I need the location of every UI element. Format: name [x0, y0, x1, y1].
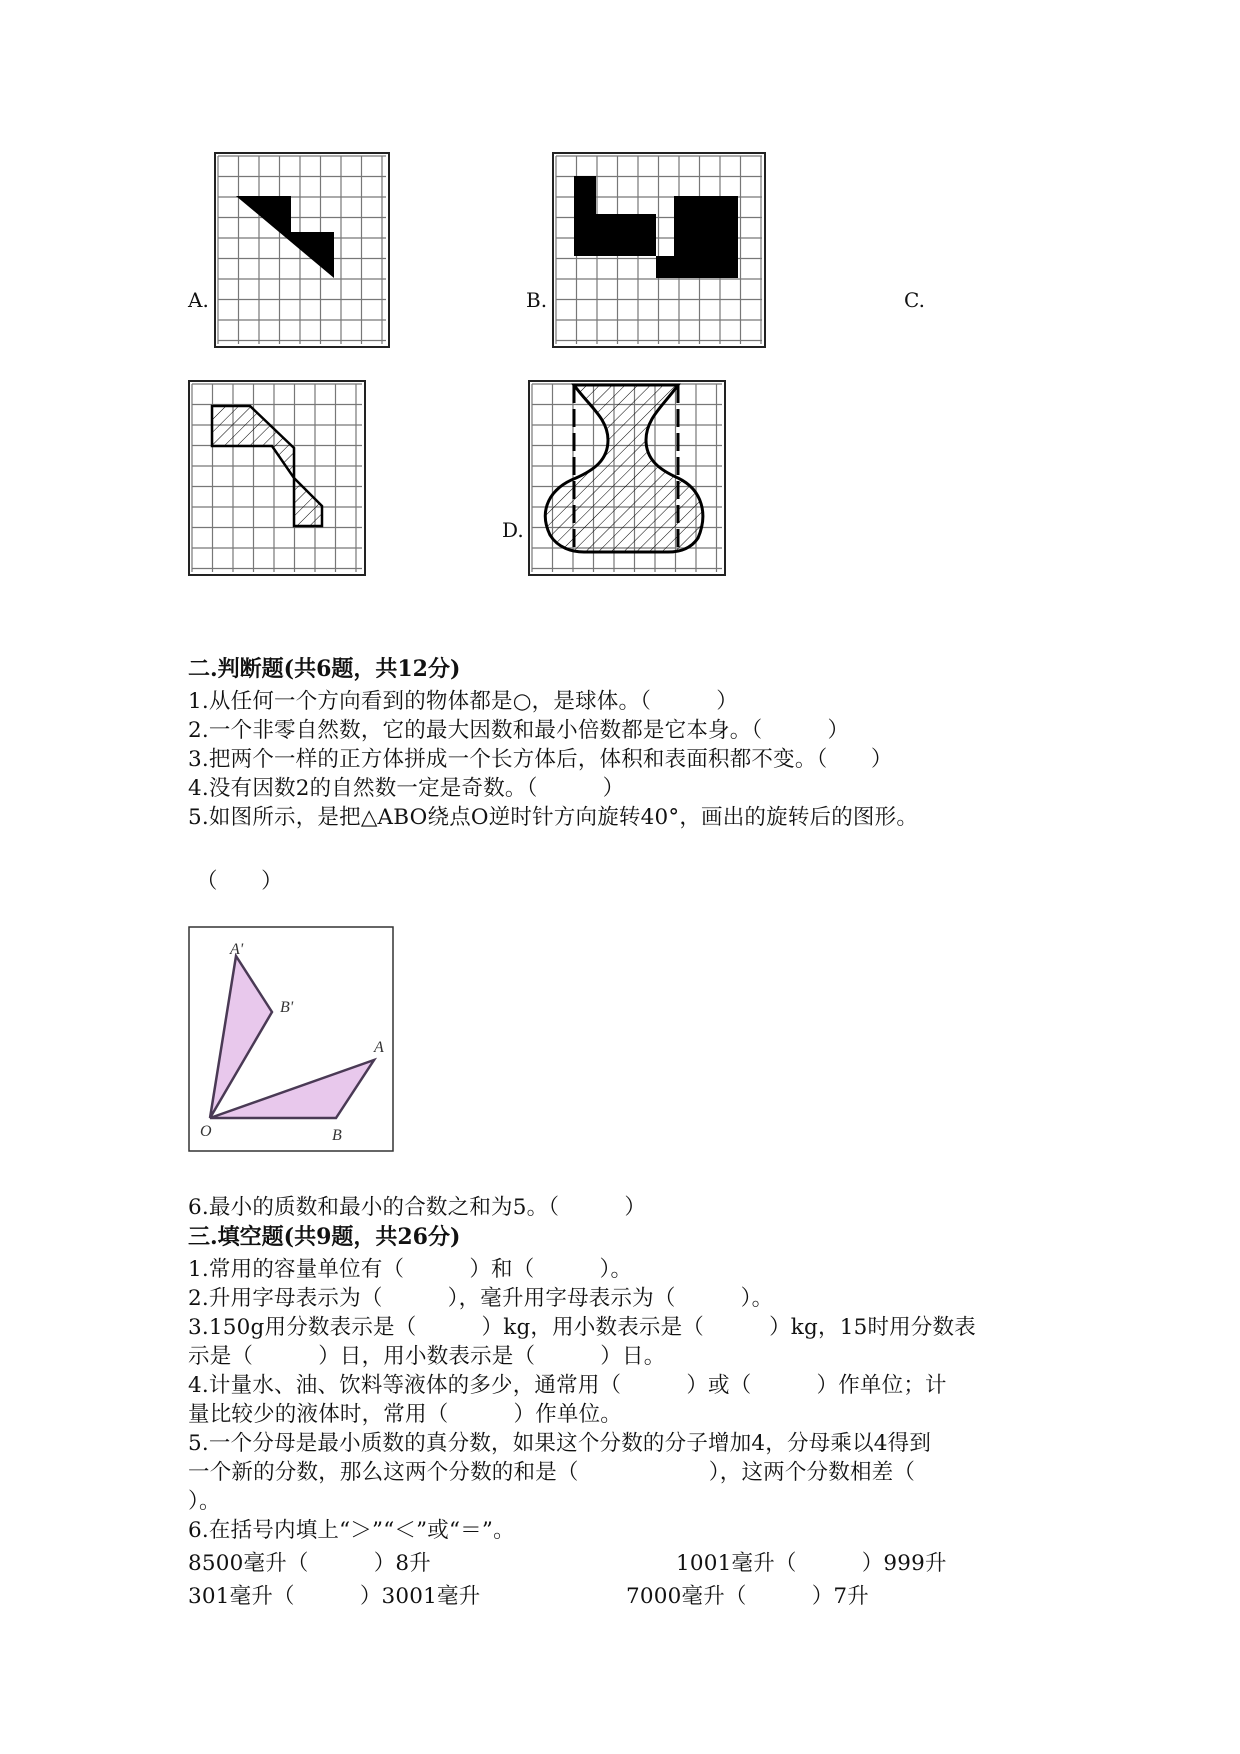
- fill-question-4-line-1: 4.计量水、油、饮料等液体的多少，通常用（ ）或（ ）作单位；计: [188, 1373, 947, 1398]
- fill-question-3-line-2: 示是（ ）日，用小数表示是（ ）日。: [188, 1344, 666, 1369]
- label-b: B: [332, 1127, 342, 1144]
- option-b-label: B.: [526, 288, 548, 312]
- label-o: O: [200, 1123, 212, 1140]
- option-c-grid-figure: [188, 380, 366, 576]
- section-2-heading: 二.判断题(共6题，共12分): [188, 656, 461, 682]
- shape-a: [236, 196, 334, 278]
- compare-item-4: 7000毫升（ ）7升: [626, 1584, 869, 1609]
- fill-question-5-line-3: ）。: [188, 1489, 221, 1514]
- judge-question-5-blank: （ ）: [196, 869, 283, 894]
- fill-question-1: 1.常用的容量单位有（ ）和（ ）。: [188, 1257, 633, 1282]
- option-c-label: C.: [904, 288, 925, 312]
- judge-question-4: 4.没有因数2的自然数一定是奇数。（ ）: [188, 776, 625, 801]
- fill-question-5-line-2: 一个新的分数，那么这两个分数的和是（ ），这两个分数相差（: [188, 1460, 916, 1485]
- label-a: A: [374, 1039, 384, 1056]
- compare-item-3: 301毫升（ ）3001毫升: [188, 1584, 481, 1609]
- judge-question-5: 5.如图所示，是把△ABO绕点O逆时针方向旋转40°，画出的旋转后的图形。: [188, 805, 919, 830]
- fill-question-2: 2.升用字母表示为（ ），毫升用字母表示为（ ）。: [188, 1286, 774, 1311]
- fill-question-4-line-2: 量比较少的液体时，常用（ ）作单位。: [188, 1402, 623, 1427]
- judge-question-2: 2.一个非零自然数，它的最大因数和最小倍数都是它本身。（ ）: [188, 718, 850, 743]
- judge-question-3: 3.把两个一样的正方体拼成一个长方体后，体积和表面积都不变。（ ）: [188, 747, 893, 772]
- option-d-label: D.: [502, 518, 524, 542]
- judge-question-1: 1.从任何一个方向看到的物体都是○，是球体。（ ）: [188, 689, 738, 714]
- label-a-prime: A': [230, 941, 244, 958]
- judge-question-6: 6.最小的质数和最小的合数之和为5。（ ）: [188, 1195, 647, 1220]
- shape-b: [574, 176, 738, 278]
- fill-question-5-line-1: 5.一个分母是最小质数的真分数，如果这个分数的分子增加4，分母乘以4得到: [188, 1431, 932, 1456]
- label-b-prime: B': [280, 999, 294, 1016]
- fill-question-6: 6.在括号内填上“＞”“＜”或“＝”。: [188, 1518, 515, 1543]
- fill-question-3-line-1: 3.150g用分数表示是（ ）kg，用小数表示是（ ）kg，15时用分数表: [188, 1315, 976, 1340]
- rotation-figure: [188, 926, 394, 1152]
- compare-item-2: 1001毫升（ ）999升: [676, 1551, 947, 1576]
- option-b-grid-figure: [552, 152, 766, 348]
- option-d-grid-figure: [528, 380, 726, 576]
- compare-item-1: 8500毫升（ ）8升: [188, 1551, 431, 1576]
- option-a-label: A.: [188, 288, 209, 312]
- section-3-heading: 三.填空题(共9题，共26分): [188, 1224, 461, 1250]
- option-a-grid-figure: [214, 152, 390, 348]
